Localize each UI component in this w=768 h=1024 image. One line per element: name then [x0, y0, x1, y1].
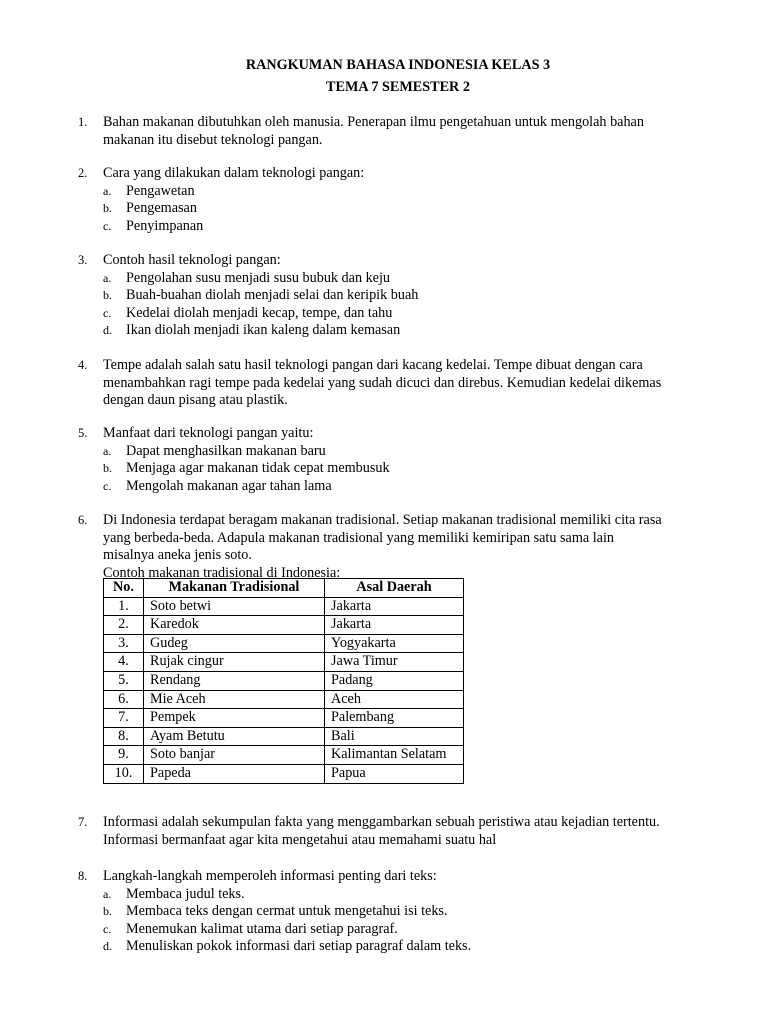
sub-item-text: Pengolahan susu menjadi susu bubuk dan keju [126, 269, 391, 286]
item-number: 4. [78, 358, 88, 372]
cell-origin: Bali [325, 727, 464, 746]
sub-item-letter: a. [103, 183, 112, 198]
sub-item-text: Menjaga agar makanan tidak cepat membusuk [126, 460, 390, 477]
cell-origin: Yogyakarta [325, 634, 464, 653]
cell-origin: Aceh [325, 690, 464, 709]
cell-food: Gudeg [144, 634, 325, 653]
table-row [104, 634, 464, 653]
sub-item-letter: c. [103, 218, 112, 233]
sub-item [103, 460, 723, 478]
cell-food: Soto banjar [144, 746, 325, 765]
sub-item [103, 443, 723, 461]
cell-food: Ayam Betutu [144, 727, 325, 746]
sub-item-text: Kedelai diolah menjadi kecap, tempe, dan tahu [126, 304, 393, 321]
sub-item-text: Pengawetan [126, 182, 195, 199]
cell-no: 8. [104, 727, 144, 746]
list-item-1 [78, 114, 723, 149]
sub-item [103, 322, 723, 340]
item-number: 7. [78, 815, 88, 829]
table-row [104, 653, 464, 672]
cell-origin: Palembang [325, 709, 464, 728]
table-row [104, 671, 464, 690]
column-header-origin: Asal Daerah [325, 579, 464, 598]
list-item-5 [78, 425, 723, 495]
sub-item-text: Dapat menghasilkan makanan baru [126, 442, 326, 459]
sub-item-letter: b. [103, 904, 112, 919]
list-item-3 [78, 252, 723, 340]
sub-item [103, 183, 723, 201]
sub-item-letter: a. [103, 270, 112, 285]
list-item-7 [78, 814, 723, 849]
item-text: Contoh hasil teknologi pangan: [103, 252, 281, 268]
item-text: Manfaat dari teknologi pangan yaitu: [103, 425, 314, 441]
list-item-8 [78, 868, 723, 956]
cell-no: 2. [104, 616, 144, 635]
table-row [104, 746, 464, 765]
sub-item-letter: a. [103, 886, 112, 901]
sub-item [103, 305, 723, 323]
sub-item-text: Menuliskan pokok informasi dari setiap paragraf dalam teks. [126, 938, 472, 955]
document-title-line-2: TEMA 7 SEMESTER 2 [326, 79, 470, 95]
cell-no: 9. [104, 746, 144, 765]
table-row [104, 727, 464, 746]
cell-origin: Jakarta [325, 597, 464, 616]
item-text: Cara yang dilakukan dalam teknologi pangan: [103, 165, 365, 181]
table-row [104, 709, 464, 728]
table-row [104, 597, 464, 616]
sub-item [103, 200, 723, 218]
cell-no: 5. [104, 671, 144, 690]
sub-item-text: Penyimpanan [126, 217, 204, 234]
list-item-4 [78, 357, 723, 410]
sub-item [103, 287, 723, 305]
sub-item [103, 886, 723, 904]
item-text: Langkah-langkah memperoleh informasi penting dari teks: [103, 868, 437, 884]
sub-item-text: Membaca judul teks. [126, 885, 245, 902]
cell-origin: Padang [325, 671, 464, 690]
cell-food: Rujak cingur [144, 653, 325, 672]
cell-no: 3. [104, 634, 144, 653]
cell-food: Rendang [144, 671, 325, 690]
cell-origin: Jakarta [325, 616, 464, 635]
cell-origin: Jawa Timur [325, 653, 464, 672]
sub-item [103, 218, 723, 236]
sub-item [103, 921, 723, 939]
traditional-food-table [103, 578, 464, 784]
cell-origin: Papua [325, 764, 464, 783]
sub-item-letter: d. [103, 939, 112, 954]
item-number: 6. [78, 513, 88, 527]
item-number: 8. [78, 869, 88, 883]
list-item-2 [78, 165, 723, 235]
cell-no: 1. [104, 597, 144, 616]
cell-origin: Kalimantan Selatam [325, 746, 464, 765]
sub-item [103, 478, 723, 496]
sub-item-letter: b. [103, 201, 112, 216]
item-number: 5. [78, 426, 88, 440]
sub-item [103, 270, 723, 288]
sub-item-letter: c. [103, 305, 112, 320]
cell-no: 7. [104, 709, 144, 728]
cell-food: Karedok [144, 616, 325, 635]
item-number: 3. [78, 253, 88, 267]
cell-food: Soto betwi [144, 597, 325, 616]
sub-item-text: Menemukan kalimat utama dari setiap paragraf. [126, 920, 398, 937]
sub-item-letter: a. [103, 443, 112, 458]
table-row [104, 764, 464, 783]
sub-item-text: Pengemasan [126, 200, 197, 217]
sub-item-letter: b. [103, 461, 112, 476]
cell-food: Mie Aceh [144, 690, 325, 709]
list-item-6 [78, 512, 723, 582]
sub-item [103, 903, 723, 921]
item-text: Tempe adalah salah satu hasil teknologi pangan dari kacang kedelai. Tempe dibuat dengan cara menambahkan ragi tempe pada kedelai yang sudah dicuci dan direbus. Kemudian kedelai dikemas dengan daun pisang atau plastik. [103, 357, 662, 409]
column-header-no: No. [104, 579, 144, 598]
item-text: Bahan makanan dibutuhkan oleh manusia. Penerapan ilmu pengetahuan untuk mengolah bahan makanan itu disebut teknologi pangan. [103, 114, 644, 148]
sub-item [103, 938, 723, 956]
item-number: 2. [78, 166, 88, 180]
table-row [104, 690, 464, 709]
document-title-line-1: RANGKUMAN BAHASA INDONESIA KELAS 3 [245, 57, 551, 73]
cell-no: 6. [104, 690, 144, 709]
sub-item-text: Membaca teks dengan cermat untuk mengetahui isi teks. [126, 903, 448, 920]
sub-item-text: Ikan diolah menjadi ikan kaleng dalam kemasan [126, 322, 401, 339]
table-row [104, 616, 464, 635]
item-text: Informasi adalah sekumpulan fakta yang menggambarkan sebuah peristiwa atau kejadian tertentu. Informasi bermanfaat agar kita mengetahui atau memahami suatu hal [103, 814, 660, 848]
item-text: Di Indonesia terdapat beragam makanan tradisional. Setiap makanan tradisional memiliki cita rasa yang berbeda-beda. Adapula makanan tradisional yang memiliki kemiripan satu sama lain misalnya aneka jenis soto. Contoh makanan tradisional di Indonesia: [103, 512, 662, 581]
sub-item-letter: d. [103, 323, 112, 338]
sub-item-letter: b. [103, 288, 112, 303]
table-header-row [104, 579, 464, 598]
item-number: 1. [78, 115, 88, 129]
sub-item-text: Buah-buahan diolah menjadi selai dan keripik buah [126, 287, 419, 304]
cell-food: Pempek [144, 709, 325, 728]
sub-item-letter: c. [103, 921, 112, 936]
sub-item-letter: c. [103, 478, 112, 493]
column-header-food: Makanan Tradisional [144, 579, 325, 598]
sub-item-text: Mengolah makanan agar tahan lama [126, 477, 332, 494]
cell-food: Papeda [144, 764, 325, 783]
cell-no: 10. [104, 764, 144, 783]
cell-no: 4. [104, 653, 144, 672]
